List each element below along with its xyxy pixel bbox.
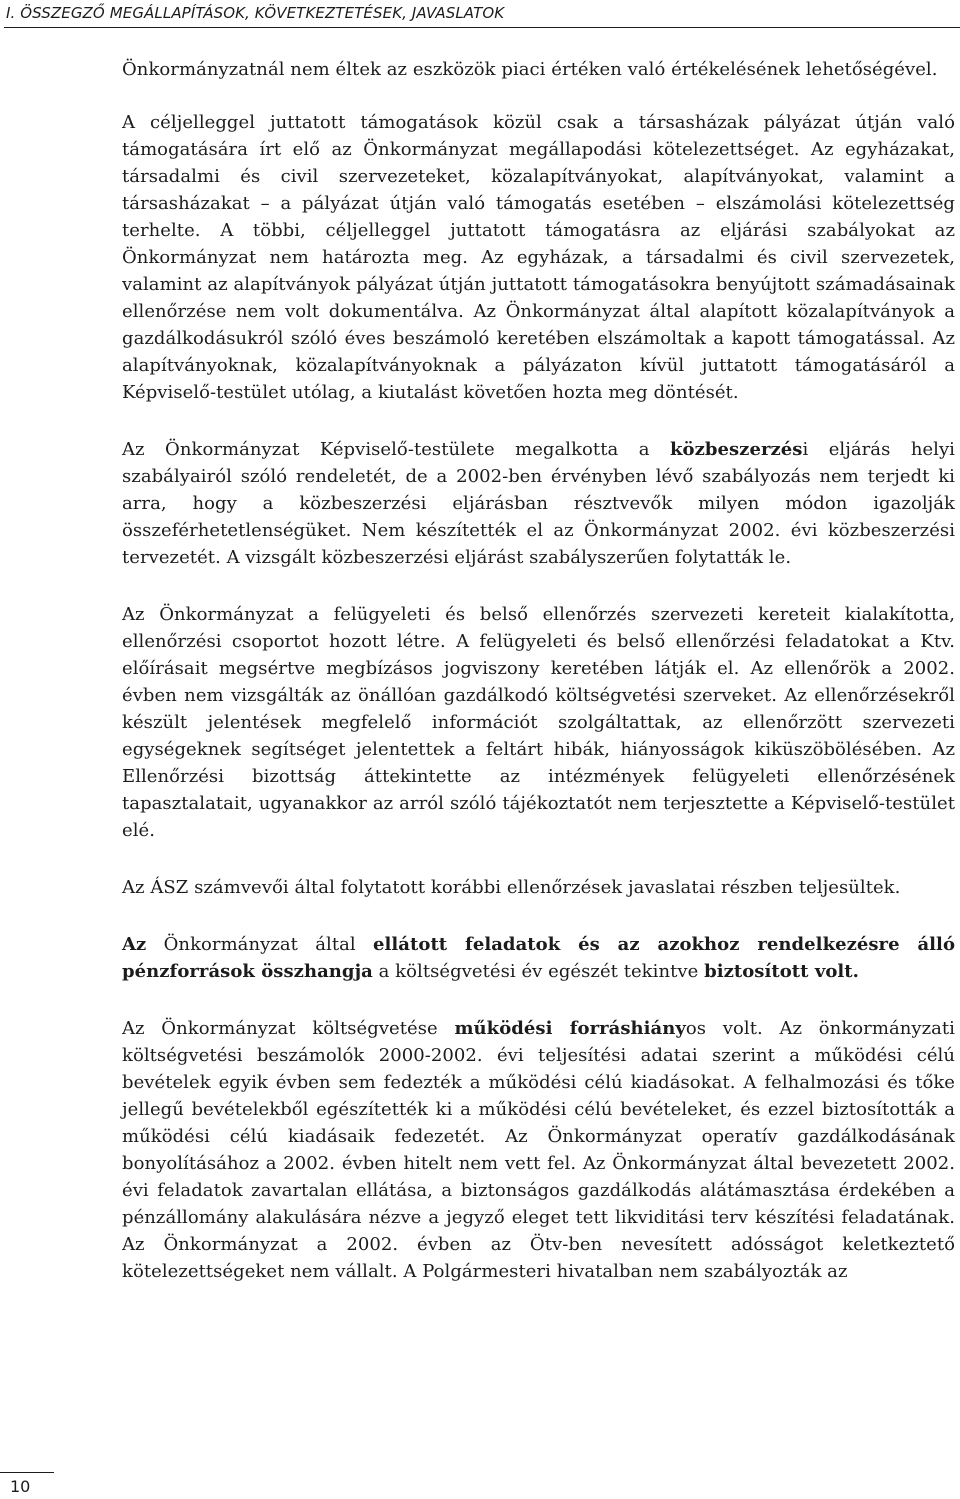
paragraph-operating-deficit <box>122 1015 955 1285</box>
emphasis-az: Az <box>122 934 147 955</box>
text-run: Önkormányzat által <box>146 934 374 955</box>
paragraph-internal-control: Az Önkormányzat a felügyeleti és belső ellenőrzés szervezeti kereteit kialakította, ellenőrzési csoportot hozott létre. A felügyeleti és belső ellenőrzési feladatokat a Ktv. előírásait megsértve megbízásos jogviszony keretében látják el. Az ellenőrök a 2002. évben nem vizsgálták az önállóan gazdálkodó költségvetési szerveket. Az ellenőrzésekről készült jelentések megfelelő információt szolgáltattak, az ellenőrzött szervezeti egységeknek segítséget jelentettek a feltárt hibák, hiányosságok kiküszöbölésében. Az Ellenőrzési bizottság áttekintette az intézmények felügyeleti ellenőrzésének tapasztalatait, ugyanakkor az arról szóló tájékoztatót nem terjesztette a Képviselő-testület elé. <box>122 604 955 841</box>
text-run: i eljárás helyi szabályairól szóló rendeletét, de a 2002-ben érvényben lévő szabályozás nem terjedt ki arra, hogy a közbeszerzési eljárásban résztvevők milyen módon igazolják összeférhetetlenségüket. Nem készítették el az Önkormányzat 2002. évi közbeszerzési tervezetét. A vizsgált közbeszerzési eljárást szabályszerűen folytatták le. <box>122 439 955 568</box>
paragraph-public-procurement <box>122 436 955 571</box>
header-divider <box>4 27 960 28</box>
emphasis-operating-deficit: működési forráshiány <box>454 1018 686 1039</box>
paragraph-tasks-and-funding <box>122 931 955 985</box>
running-header: I. ÖSSZEGZŐ MEGÁLLAPÍTÁSOK, KÖVETKEZTETÉSEK, JAVASLATOK <box>6 4 505 22</box>
paragraph-asset-valuation: Önkormányzatnál nem éltek az eszközök piaci értéken való értékelésének lehetőségével. <box>122 59 938 80</box>
text-run: os volt. Az önkormányzati költségvetési beszámolók 2000-2002. évi teljesítési adatai szerint a működési célú bevételek egyik évben sem fedezték a működési célú kiadásokat. A felhalmozási és tőke jellegű bevételekből egészítették ki a működési célú bevételeket, és ezzel biztosították a működési célú kiadásaik fedezetét. Az Önkormányzat operatív gazdálkodásának bonyolításához a 2002. évben hitelt nem vett fel. Az Önkormányzat által bevezetett 2002. évi feladatok zavartalan ellátása, a biztonságos gazdálkodás alátámasztása érdekében a pénzállomány alakulására nézve a jegyző eleget tett likviditási terv készítési feladatának. Az Önkormányzat a 2002. évben az Ötv-ben nevesített adósságot keletkeztető kötelezettségeket nem vállalt. A Polgármesteri hivatalban nem szabályozták az <box>122 1018 955 1282</box>
page-number: 10 <box>10 1477 31 1496</box>
emphasis-procurement: közbeszerzés <box>670 439 803 460</box>
paragraph-asz-recommendations: Az ÁSZ számvevői által folytatott korábbi ellenőrzések javaslatai részben teljesültek. <box>122 877 901 898</box>
paragraph-targeted-subsidies: A céljelleggel juttatott támogatások közül csak a társasházak pályázat útján való támogatására írt elő az Önkormányzat megállapodási kötelezettséget. Az egyházakat, társadalmi és civil szervezeteket, közalapítványokat, alapítványokat, valamint a társasházakat – a pályázat útján való támogatás esetében – elszámolási kötelezettség terhelte. A többi, céljelleggel juttatott támogatásra az eljárási szabályokat az Önkormányzat nem határozta meg. Az egyházak, a társadalmi és civil szervezetek, valamint az alapítványok pályázat útján juttatott támogatásokra benyújtott számadásainak ellenőrzése nem volt dokumentálva. Az Önkormányzat által alapított közalapítványok a gazdálkodásukról szóló éves beszámoló keretében elszámoltak a kapott támogatással. Az alapítványoknak, közalapítványoknak a pályázaton kívül juttatott támogatásáról a Képviselő-testület utólag, a kiutalást követően hozta meg döntését. <box>122 112 955 403</box>
text-run: Az Önkormányzat Képviselő-testülete megalkotta a <box>122 439 670 460</box>
document-body <box>122 56 955 1315</box>
text-run: a költségvetési év egészét tekintve <box>372 961 705 982</box>
footer-divider <box>0 1472 54 1473</box>
emphasis-tasks-funding: ellátott feladatok és az azokhoz rendelkezésre álló pénzforrások összhangja <box>122 934 955 982</box>
text-run: Az Önkormányzat költségvetése <box>122 1018 455 1039</box>
emphasis-ensured: biztosított volt. <box>704 961 859 982</box>
